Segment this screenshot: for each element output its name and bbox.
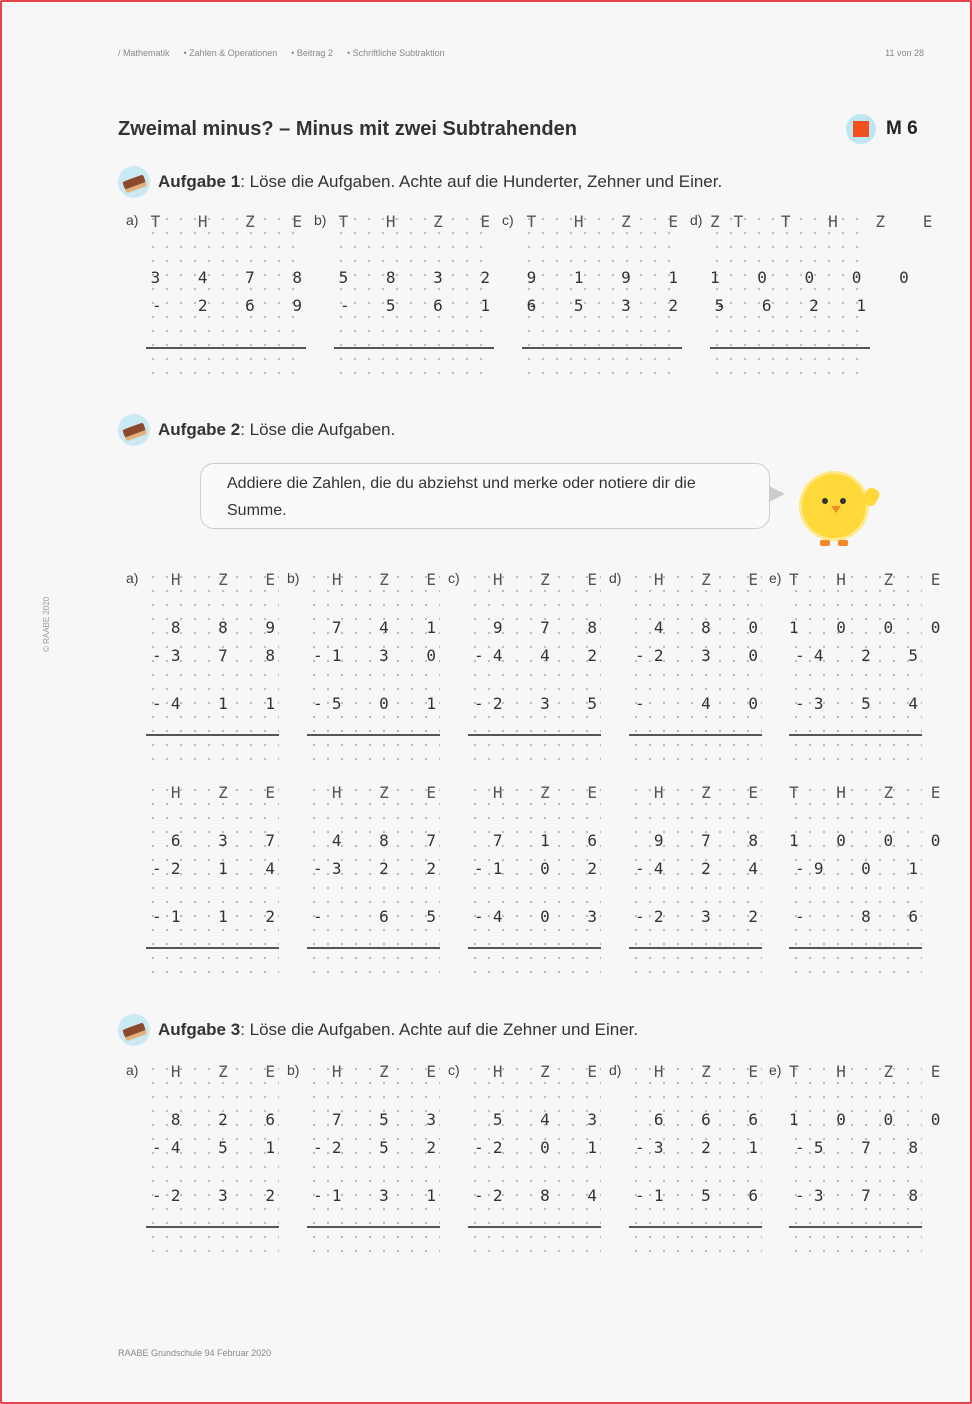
- subtrahend: - 1 3 0: [307, 646, 450, 665]
- subtrahend: - 4 2 5: [789, 646, 932, 665]
- result-line: [522, 347, 682, 349]
- place-value-header: H Z E: [331, 783, 450, 802]
- place-value-header: ZT T H Z E: [710, 212, 947, 231]
- badge-label: M 6: [886, 118, 918, 139]
- result-line: [468, 734, 601, 736]
- subtrahend: - 4 4 2: [468, 646, 611, 665]
- result-line: [146, 1226, 279, 1228]
- task-2-text: : Löse die Aufgaben.: [240, 420, 396, 439]
- footer: RAABE Grundschule 94 Februar 2020: [118, 1348, 272, 1358]
- page-title: Zweimal minus? – Minus mit zwei Subtrahenden: [118, 118, 577, 140]
- place-value-header: H Z E: [170, 783, 289, 802]
- problem-label: a): [126, 212, 139, 228]
- place-value-header: H Z E: [653, 570, 772, 589]
- problem-label: b): [287, 1062, 300, 1078]
- result-line: [710, 347, 870, 349]
- minuend: 8 8 9: [170, 618, 289, 637]
- subtraction-problem: [126, 1062, 289, 1252]
- subtraction-problem: [609, 570, 772, 760]
- subtraction-problem: [769, 570, 955, 760]
- subtraction-problem: [789, 783, 955, 973]
- problem-label: b): [287, 570, 300, 586]
- subtrahend-sum: - 4 0: [629, 694, 772, 713]
- result-line: [629, 734, 762, 736]
- subtraction-problem: [468, 783, 611, 973]
- problem-label: d): [690, 212, 703, 228]
- subtraction-problem: [126, 570, 289, 760]
- result-line: [307, 734, 440, 736]
- subtrahend: - 5 6 2 1: [710, 296, 880, 315]
- result-line: [307, 947, 440, 949]
- task-3-text: : Löse die Aufgaben. Achte auf die Zehner und Einer.: [240, 1020, 639, 1039]
- result-line: [146, 947, 279, 949]
- subtraction-problem: [314, 212, 504, 378]
- task-1-heading: [118, 166, 722, 198]
- place-value-header: T H Z E: [338, 212, 504, 231]
- result-line: [629, 1226, 762, 1228]
- result-line: [468, 1226, 601, 1228]
- minuend: 1 0 0 0: [789, 831, 955, 850]
- minuend: 7 1 6: [492, 831, 611, 850]
- place-value-header: T H Z E: [150, 212, 316, 231]
- problem-label: d): [609, 570, 622, 586]
- hint-bubble: [200, 463, 770, 529]
- copyright-side: © RAABE 2020: [42, 596, 51, 652]
- result-line: [629, 947, 762, 949]
- result-line: [307, 1226, 440, 1228]
- subtrahend: - 3 2 1: [629, 1138, 772, 1157]
- subtrahend-sum: - 8 6: [789, 907, 932, 926]
- subtrahend-sum: - 2 8 4: [468, 1186, 611, 1205]
- place-value-header: H Z E: [653, 1062, 772, 1081]
- minuend: 1 0 0 0: [789, 1110, 955, 1129]
- subtrahend-sum: - 4 1 1: [146, 694, 289, 713]
- crumb: • Beitrag 2: [291, 48, 333, 58]
- place-value-header: H Z E: [653, 783, 772, 802]
- subtraction-problem: [769, 1062, 955, 1252]
- result-line: [789, 947, 922, 949]
- minuend: 6 3 7: [170, 831, 289, 850]
- subtrahend-sum: - 1 3 1: [307, 1186, 450, 1205]
- subtraction-problem: [690, 212, 947, 378]
- badge-icon: [846, 114, 876, 144]
- minuend: 1 0 0 0 0: [710, 268, 923, 287]
- subtrahend-sum: - 3 7 8: [789, 1186, 932, 1205]
- subtrahend: - 2 3 0: [629, 646, 772, 665]
- result-line: [146, 734, 279, 736]
- subtrahend: - 2 6 9: [146, 296, 316, 315]
- subtraction-problem: [126, 212, 316, 378]
- problem-label: e): [769, 1062, 782, 1078]
- place-value-header: H Z E: [492, 1062, 611, 1081]
- place-value-header: H Z E: [331, 570, 450, 589]
- subtrahend: - 4 2 4: [629, 859, 772, 878]
- subtraction-problem: [502, 212, 692, 378]
- minuend: 1 0 0 0: [789, 618, 955, 637]
- subtraction-problem: [448, 1062, 611, 1252]
- subtraction-problem: [629, 783, 772, 973]
- subtrahend: - 1 0 2: [468, 859, 611, 878]
- minuend: 7 5 3: [331, 1110, 450, 1129]
- subtrahend: - 9 0 1: [789, 859, 932, 878]
- subtrahend-sum: - 6 5: [307, 907, 450, 926]
- minuend: 4 8 7: [331, 831, 450, 850]
- subtrahend-sum: - 1 5 6: [629, 1186, 772, 1205]
- problem-label: a): [126, 570, 139, 586]
- page-number: 11 von 28: [885, 48, 924, 58]
- place-value-header: T H Z E: [789, 1062, 955, 1081]
- subtrahend-sum: - 5 0 1: [307, 694, 450, 713]
- problem-label: d): [609, 1062, 622, 1078]
- hint-text: Addiere die Zahlen, die du abziehst und merke oder notiere dir die Summe.: [227, 475, 696, 519]
- task-2-heading: [118, 414, 395, 446]
- result-line: [468, 947, 601, 949]
- minuend: 5 4 3: [492, 1110, 611, 1129]
- task-3-heading: [118, 1014, 638, 1046]
- subtrahend-sum: - 3 5 4: [789, 694, 932, 713]
- problem-label: c): [502, 212, 514, 228]
- result-line: [789, 1226, 922, 1228]
- subtraction-problem: [609, 1062, 772, 1252]
- subtraction-problem: [146, 783, 289, 973]
- subtraction-problem: [287, 1062, 450, 1252]
- result-line: [334, 347, 494, 349]
- place-value-header: T H Z E: [526, 212, 692, 231]
- subtrahend: - 5 7 8: [789, 1138, 932, 1157]
- problem-label: c): [448, 570, 460, 586]
- place-value-header: T H Z E: [789, 783, 955, 802]
- subtrahend: - 6 5 3 2: [522, 296, 692, 315]
- minuend: 4 8 0: [653, 618, 772, 637]
- crumb: • Schriftliche Subtraktion: [346, 48, 445, 58]
- subtraction-problem: [448, 570, 611, 760]
- subtrahend-sum: - 2 3 2: [146, 1186, 289, 1205]
- chick-mascot-icon: [802, 474, 866, 538]
- crumb: • Zahlen & Operationen: [183, 48, 278, 58]
- minuend: 7 4 1: [331, 618, 450, 637]
- task-3-label: Aufgabe 3: [158, 1020, 241, 1039]
- pencil-icon: [118, 414, 150, 446]
- place-value-header: T H Z E: [789, 570, 955, 589]
- subtraction-problem: [307, 783, 450, 973]
- material-badge: [846, 114, 918, 144]
- place-value-header: H Z E: [492, 570, 611, 589]
- result-line: [789, 734, 922, 736]
- minuend: 8 2 6: [170, 1110, 289, 1129]
- pencil-icon: [118, 1014, 150, 1046]
- place-value-header: H Z E: [492, 783, 611, 802]
- subtrahend-sum: - 4 0 3: [468, 907, 611, 926]
- subtrahend: - 2 0 1: [468, 1138, 611, 1157]
- subtrahend: - 2 1 4: [146, 859, 289, 878]
- subtrahend: - 4 5 1: [146, 1138, 289, 1157]
- crumb: / Mathematik: [118, 48, 170, 58]
- task-1-label: Aufgabe 1: [158, 172, 241, 191]
- problem-label: e): [769, 570, 782, 586]
- place-value-header: H Z E: [331, 1062, 450, 1081]
- subtrahend: - 2 5 2: [307, 1138, 450, 1157]
- task-1-text: : Löse die Aufgaben. Achte auf die Hunderter, Zehner und Einer.: [240, 172, 723, 191]
- subtrahend: - 3 2 2: [307, 859, 450, 878]
- result-line: [146, 347, 306, 349]
- problem-label: c): [448, 1062, 460, 1078]
- subtrahend-sum: - 2 3 2: [629, 907, 772, 926]
- minuend: 9 7 8: [492, 618, 611, 637]
- place-value-header: H Z E: [170, 1062, 289, 1081]
- subtrahend-sum: - 2 3 5: [468, 694, 611, 713]
- problem-label: a): [126, 1062, 139, 1078]
- minuend: 6 6 6: [653, 1110, 772, 1129]
- minuend: 9 7 8: [653, 831, 772, 850]
- place-value-header: H Z E: [170, 570, 289, 589]
- subtraction-problem: [287, 570, 450, 760]
- minuend: 5 8 3 2: [338, 268, 504, 287]
- subtrahend: - 3 7 8: [146, 646, 289, 665]
- minuend: 9 1 9 1: [526, 268, 692, 287]
- task-2-label: Aufgabe 2: [158, 420, 241, 439]
- problem-label: b): [314, 212, 327, 228]
- minuend: 3 4 7 8: [150, 268, 316, 287]
- subtrahend-sum: - 1 1 2: [146, 907, 289, 926]
- pencil-icon: [118, 166, 150, 198]
- breadcrumb: [118, 48, 924, 58]
- subtrahend: - 5 6 1: [334, 296, 504, 315]
